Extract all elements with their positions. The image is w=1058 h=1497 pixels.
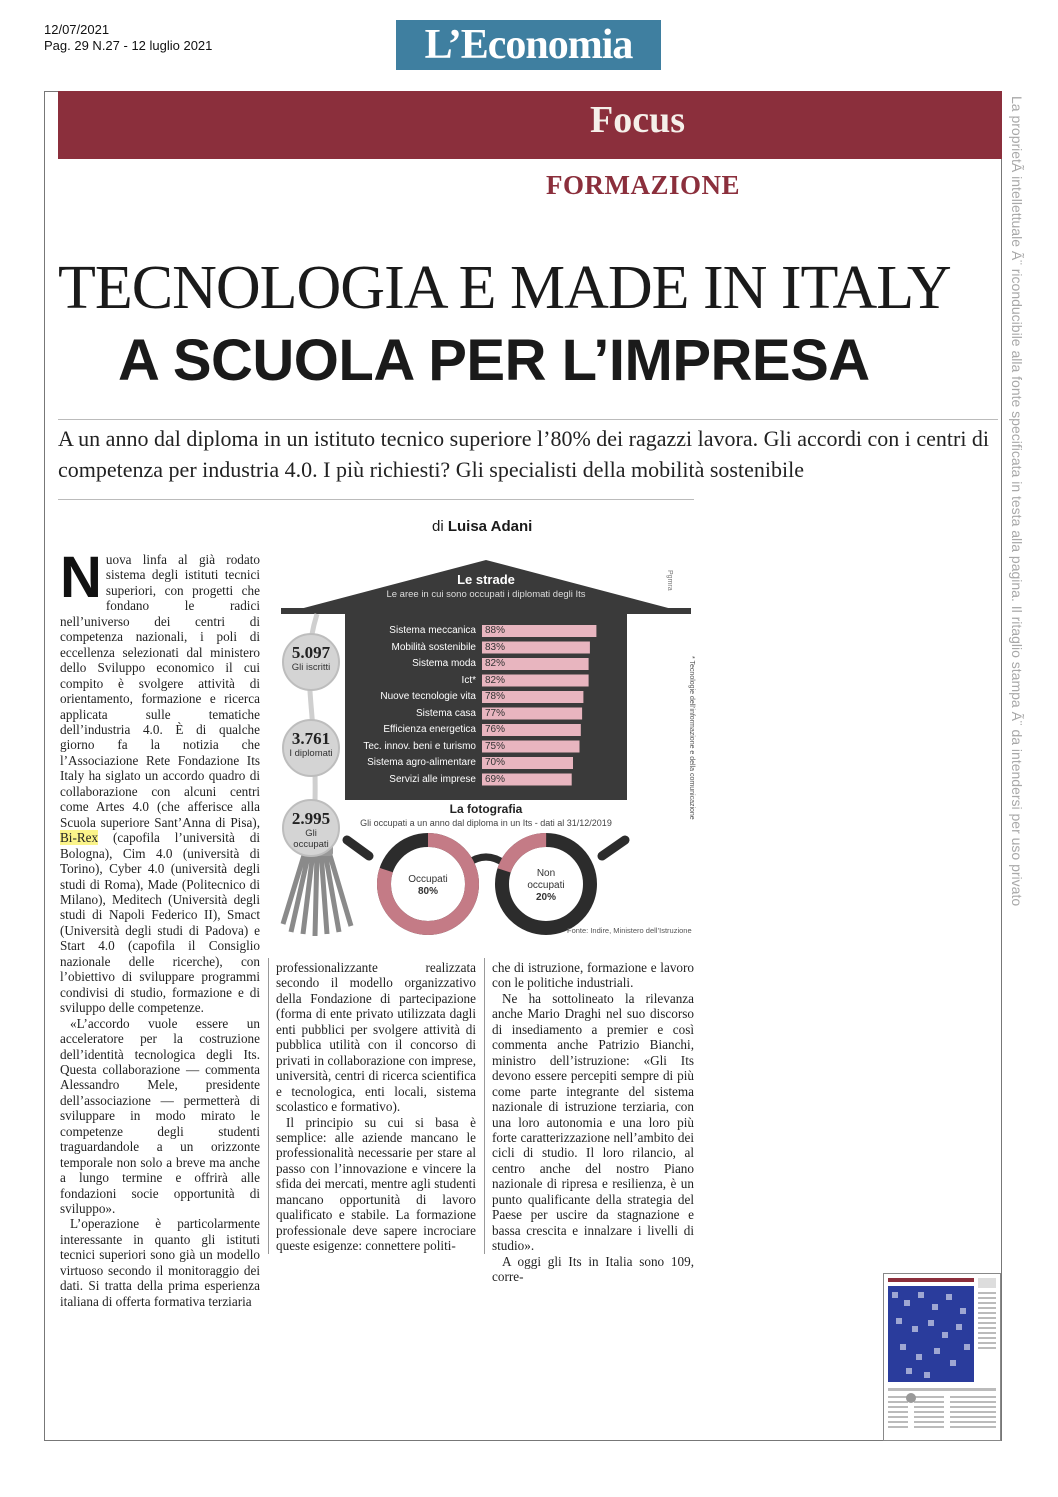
stat-item [281,644,341,673]
bar-value-label: 83% [485,641,506,653]
article-subtitle: A un anno dal diploma in un istituto tecnico superiore l’80% dei ragazzi lavora. Gli accordi con i centri di competenza per industria 4.0. I più richiesti? Gli specialisti della mobilità sostenibile [58,426,990,482]
donut-left-value: 80% [417,886,438,897]
bar-category-label: Servizi alle imprese [389,773,476,785]
column-separator [484,958,485,1254]
paragraph: L’operazione è particolarmente interessante in quanto gli istituti tecnici superiori sono già un modello virtuoso secondo il monitoraggio dei dati. Si tratta della prima esperienza italiana di offerta formativa terziaria [60,1216,260,1309]
stat-value: 2.995 [291,809,331,828]
paragraph: professionalizzante realizzata secondo il modello organizzativo della Fondazione di partecipazione (forma di ente privato utilizzata dagli enti pubblici per svolgere attività di pubblica utilità con il concorso di privati in collaborazione con imprese, università, centri di ricerca scientifica e tecnologica, enti locali, sistema scolastico e formativo). [276,960,476,1115]
bar-category-label: Sistema casa [415,707,476,719]
paragraph [60,545,260,1016]
page-header-meta [44,22,212,54]
bar-category-label: Tec. innov. beni e turismo [363,740,476,752]
stat-value: 3.761 [291,729,331,748]
highlighted-term: Bi-Rex [60,830,99,846]
bar-category-label: Sistema agro-alimentare [367,757,476,768]
article-column-1 [60,545,260,1309]
infographic-credit: Pgmra [666,570,673,591]
article-title-line2: A SCUOLA PER L’IMPRESA [118,328,870,393]
bar-value-label: 70% [485,757,506,768]
paragraph: «L’accordo vuole essere un acceleratore per la costruzione dell’identità tecnologica degli Its. Questa collaborazione — commenta Alessandro Mele, presidente dell’associazione — permetterà di sviluppare in modo mirato le competenze degli studenti traguardandole a un orizzonte temporale non solo a breve ma anche a lungo termine e offrirà alle fondazioni socie opportunità di sviluppo». [60,1015,260,1217]
bar-category-label: Mobilità sostenibile [391,641,476,653]
copyright-text: La proprietÃ intellettuale Ã¨ riconducibile alla fonte specificata in testa alla pagina. Il ritaglio stampa Ã¨ da intendersi per uso privato [1009,96,1025,907]
section-focus-label: Focus [590,99,685,141]
page-thumbnail-image [884,1274,1000,1440]
donut-right-label: Non occupati [527,868,565,891]
bar-value-label: 78% [485,691,506,702]
paragraph: che di istruzione, formazione e lavoro con le politiche industriali. [492,960,694,991]
bar-category-label: Nuove tecnologie vita [380,691,476,702]
infographic-source: Fonte: Indire, Ministero dell’Istruzione [567,926,692,935]
page-thumbnail [883,1273,1001,1441]
donut-right-text [501,868,591,904]
stat-label: Gli occupati [293,828,329,850]
byline [432,518,532,535]
article-column-3 [492,960,694,1285]
infographic-subtitle: Le aree in cui sono occupati i diplomati degli Its [386,589,586,600]
copyright-side-note [1007,96,1029,936]
bar-value-label: 75% [485,740,506,752]
section-topic-label: FORMAZIONE [546,170,740,200]
infographic [277,552,695,944]
donut-left-label: Occupati [408,874,448,885]
focus-banner [58,91,1002,159]
bar-category-label: Sistema meccanica [389,625,476,636]
paragraph: Ne ha sottolineato la rilevanza anche Mario Draghi nel suo discorso di insediamento a premier e così commenta anche Patrizio Bianchi, ministro dell’istruzione: «Gli Its devono essere percepiti sempre di più come parte integrante del sistema nazionale di istruzione terziaria, con una loro autonomia e una loro più forte caratterizzazione nell’ambito dei cicli di studio. Il loro rilancio, al centro anche del nostro Piano nazionale di ripresa e resilienza, è un punto qualificante della strategia del Paese per uscire da stagnazione e bassa crescita e innalzare i livelli di studio». [492,990,694,1254]
bar-category-label: Ict* [461,674,476,686]
photo-title: La fotografia [449,802,523,816]
infographic-footnote: * Tecnologie dell’informazione e della comunicazione [688,656,695,820]
bar-value-label: 77% [485,707,506,719]
byline-author: Luisa Adani [447,518,533,535]
bar-category-label: Sistema moda [412,658,476,669]
paragraph-text: uova linfa al già rodato sistema degli istituti tecnici superiori, con progetti che fondano le radici nell’universo dei centri di competenza nazionali, i poli di eccellenza selezionati dal ministero dello Sviluppo economico il cui compito è svolgere attività di orientamento, formazione e ricerca applicata sulle tematiche dell’industria 4.0. È di qualche giorno fa la notizia che l’Associazione Rete Fondazione Its Italy ha siglato un accordo quadro di collaborazione con alcuni centri come Artes 4.0 (che afferisce alla Scuola superiore Sant’Anna di Pisa), [60,552,260,830]
stat-label: I diplomati [289,748,333,759]
title-divider [58,419,998,420]
bar-value-label: 76% [485,724,506,735]
drop-cap: N [60,545,102,610]
cap-roof [281,560,691,614]
column-separator [268,958,269,1254]
donut-right-value: 20% [535,892,556,903]
article-title-line1: TECNOLOGIA E MADE IN ITALY [58,254,951,322]
byline-prefix: di [432,518,448,535]
subtitle-divider [58,499,694,500]
bar-category-label: Efficienza energetica [383,724,476,735]
publication-date: 12/07/2021 [44,22,110,37]
bar-value-label: 82% [485,674,506,686]
bar-value-label: 69% [485,773,506,785]
paragraph-text: (capofila l’università di Bologna), Cim 4.0 (università di Torino), Cyber 4.0 (università degli studi di Roma), Made (Politecnico di Milano), Meditech (Università degli studi di Napoli Federico II), Smact (Università degli studi di Padova) e Start 4.0 (capofila il Consiglio nazionale delle ricerche), con l’obiettivo di sviluppare programmi condivisi di studio, formazione e di sviluppo delle competenze. [60,830,260,1016]
publication-logo: L’Economia [396,20,661,70]
stat-item [281,730,341,759]
paragraph: Il principio su cui si basa è semplice: alle aziende mancano le professionalità necessarie per stare al passo con l’innovazione e vincere la sfida dei mercati, mentre agli studenti mancano opportunità di lavoro qualificato e stabile. La formazione professionale deve sapere incrociare queste esigenze: connettere politi- [276,1114,476,1254]
infographic-title: Le strade [457,572,515,587]
article-column-2 [276,960,476,1254]
tassel-icon [283,844,351,936]
bar-value-label: 88% [485,625,506,636]
paragraph: A oggi gli Its in Italia sono 109, corre- [492,1253,694,1285]
donut-left-text [383,874,473,898]
stat-value: 5.097 [291,643,331,662]
stat-label: Gli iscritti [291,662,331,673]
page-info: Pag. 29 N.27 - 12 luglio 2021 [44,38,213,53]
bar-value-label: 82% [485,658,506,669]
photo-subtitle: Gli occupati a un anno dal diploma in un Its - dati al 31/12/2019 [360,818,612,828]
stat-item [281,810,341,850]
